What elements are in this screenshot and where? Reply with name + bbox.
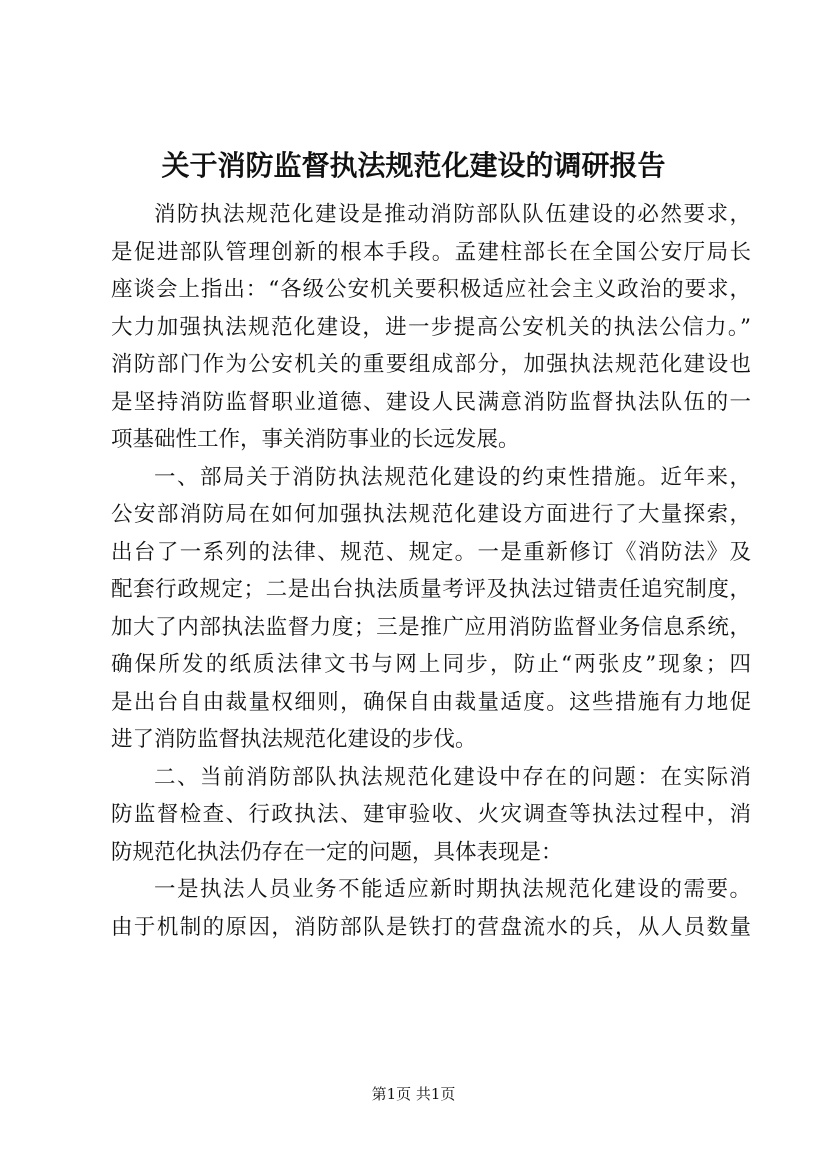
paragraph-line: 确保所发的纸质法律文书与网上同步，防止“两张皮”现象；四: [111, 652, 751, 677]
paragraph-line: 防监督检查、行政执法、建审验收、火灾调查等执法过程中，消: [111, 802, 751, 827]
paragraph-line: 项基础性工作，事关消防事业的长远发展。: [111, 427, 520, 452]
paragraph-line: 消防执法规范化建设是推动消防部队队伍建设的必然要求，: [154, 202, 751, 227]
paragraph-line: 公安部消防局在如何加强执法规范化建设方面进行了大量探索，: [111, 502, 751, 527]
paragraph-line: 配套行政规定；二是出台执法质量考评及执法过错责任追究制度，: [111, 577, 751, 602]
paragraph-line: 是出台自由裁量权细则，确保自由裁量适度。这些措施有力地促: [111, 689, 751, 715]
paragraph-line: 出台了一系列的法律、规范、规定。一是重新修订《消防法》及: [111, 539, 751, 565]
paragraph-line: 大力加强执法规范化建设，进一步提高公安机关的执法公信力。”: [111, 314, 751, 340]
paragraph-line: 二、当前消防部队执法规范化建设中存在的问题：在实际消: [154, 764, 751, 790]
paragraph-line: 是坚持消防监督职业道德、建设人民满意消防监督执法队伍的一: [111, 389, 751, 415]
paragraph-line: 一、部局关于消防执法规范化建设的约束性措施。近年来，: [154, 464, 751, 490]
paragraph-line: 由于机制的原因，消防部队是铁打的营盘流水的兵，从人员数量: [111, 914, 751, 940]
paragraph-line: 进了消防监督执法规范化建设的步伐。: [111, 727, 477, 752]
document-body: [111, 196, 751, 946]
page-number-footer: 第1页 共1页: [371, 1085, 456, 1103]
paragraph-line: 消防部门作为公安机关的重要组成部分，加强执法规范化建设也: [111, 352, 751, 377]
paragraph-line: 一是执法人员业务不能适应新时期执法规范化建设的需要。: [154, 877, 751, 902]
document-title: 关于消防监督执法规范化建设的调研报告: [161, 149, 666, 182]
paragraph-line: 防规范化执法仍存在一定的问题，具体表现是：: [111, 839, 563, 865]
paragraph-line: 座谈会上指出：“各级公安机关要积极适应社会主义政治的要求，: [111, 277, 751, 302]
paragraph-line: 加大了内部执法监督力度；三是推广应用消防监督业务信息系统，: [111, 614, 751, 640]
paragraph-line: 是促进部队管理创新的根本手段。孟建柱部长在全国公安厅局长: [111, 239, 751, 265]
